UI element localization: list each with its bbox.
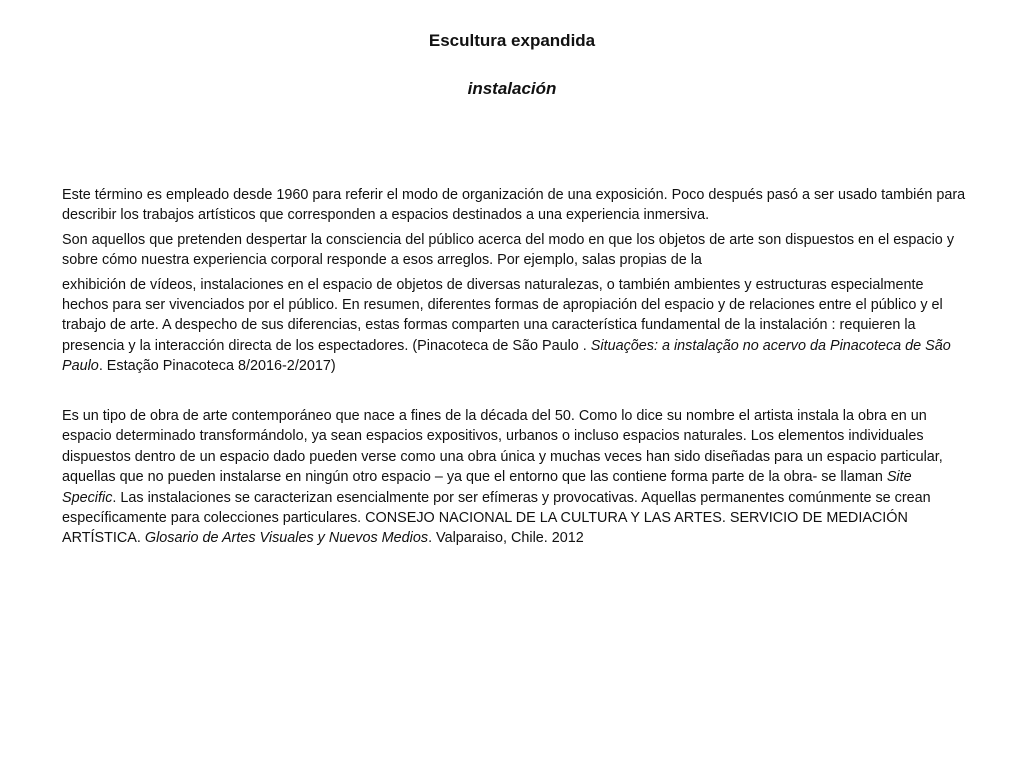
slide-subtitle: instalación xyxy=(467,79,557,98)
paragraph-examples-text: exhibición de vídeos, instalaciones en el espacio de objetos de diversas naturalezas, o también ambientes y estructuras especialmente hechos para ser vivenciados por el público. En resumen, diferentes formas de apropiación del espacio y de relaciones entre el público y el trabajo de arte. A despecho de sus diferencias, estas formas comparten una característica fundamental de la instalación : requieren la presencia y la interacción directa de los espectadores. (Pinacoteca de São Paulo . xyxy=(62,276,943,354)
glossary-text-b: . Las instalaciones se caracterizan esencialmente por ser efímeras y provocativas. Aquellas permanentes comúnmente se crean específicamente para colecciones particulares. CONSEJO NACIONAL DE LA CULTURA Y LAS ARTES. SERVICIO DE MEDIACIÓN ARTÍSTICA. xyxy=(62,489,931,547)
text-block-definition xyxy=(62,185,967,377)
citation-details-pinacoteca: . Estação Pinacoteca 8/2016-2/2017) xyxy=(98,358,336,375)
paragraph-definition: Este término es empleado desde 1960 para referir el modo de organización de una exposición. Poco después pasó a ser usado también para describir los trabajos artísticos que corresponden a espacios destinados a una experiencia inmersiva. xyxy=(62,187,966,224)
citation-title-pinacoteca: Situações: a instalação no acervo da Pinacoteca de São Paulo xyxy=(62,337,951,375)
paragraph-intent: Son aquellos que pretenden despertar la consciencia del público acerca del modo en que los objetos de arte son dispuestos en el espacio y sobre cómo nuestra experiencia corporal responde a esos arreglos. Por ejemplo, salas propias de la xyxy=(62,231,955,269)
text-block-glossary xyxy=(62,406,967,549)
paragraph-examples xyxy=(62,275,967,377)
citation-title-glosario: Glosario de Artes Visuales y Nuevos Medios xyxy=(144,530,429,547)
slide-title: Escultura expandida xyxy=(428,31,596,50)
term-site-specific: Site Specific xyxy=(62,469,912,506)
glossary-text-c: . Valparaiso, Chile. 2012 xyxy=(428,530,584,547)
glossary-text-a: Es un tipo de obra de arte contemporáneo que nace a fines de la década del 50. Como lo dice su nombre el artista instala la obra en un espacio determinado transformándolo, ya sean espacios expositivos, urbanos o incluso espacios naturales. Los elementos individuales dispuestos dentro de un espacio dado pueden verse como una obra única y muchas veces han sido diseñadas para un espacio particular, aquellas que no pueden instalarse en ningún otro espacio – ya que el entorno que las contiene forma parte de la obra- se llaman xyxy=(62,408,943,486)
paragraph-glossary xyxy=(62,406,967,549)
